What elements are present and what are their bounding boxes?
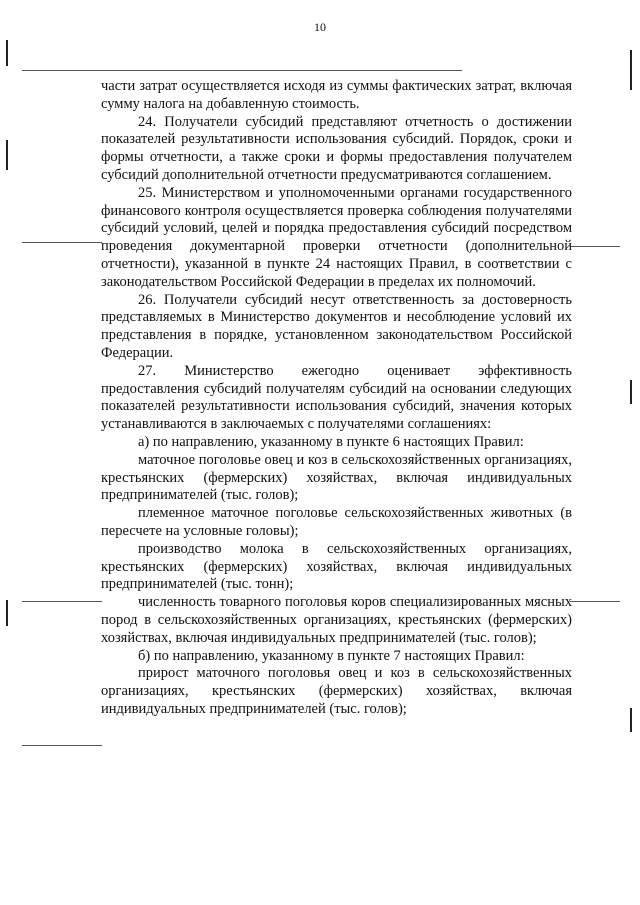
scan-line (22, 601, 102, 602)
scan-line (22, 70, 462, 71)
scan-line (570, 246, 620, 247)
scan-line (22, 745, 102, 746)
paragraph-27: 27. Министерство ежегодно оценивает эффективность предоставления субсидий получателям субсидий на основании следующих показателей результативности использования субсидий, значения которых устанавливаются в заключаемых с получателями соглашениях: (101, 362, 572, 433)
subsection-a: а) по направлению, указанному в пункте 6 настоящих Правил: (138, 433, 524, 450)
indicator-item: прирост маточного поголовья овец и коз в сельскохозяйственных организациях, крестьянских (фермерских) хозяйствах, включая индивидуальных предпринимателей (тыс. голов); (101, 665, 572, 717)
subsection-b: б) по направлению, указанному в пункте 7 настоящих Правил: (138, 647, 525, 664)
indicator-item: племенное маточное поголовье сельскохозяйственных животных (в пересчете на условные головы); (101, 505, 572, 539)
margin-mark (6, 600, 8, 626)
margin-mark (630, 50, 632, 90)
page-number: 10 (314, 20, 326, 34)
margin-mark (6, 140, 8, 170)
paragraph-continuation: части затрат осуществляется исходя из суммы фактических затрат, включая сумму налога на добавленную стоимость. (101, 78, 572, 112)
paragraph-26: 26. Получатели субсидий несут ответственность за достоверность представляемых в Министерство документов и несоблюдение условий их представления в порядке, установленном законодательством Российской Федерации. (101, 291, 572, 361)
indicator-item: маточное поголовье овец и коз в сельскохозяйственных организациях, крестьянских (фермерских) хозяйствах, включая индивидуальных предпринимателей (тыс. голов); (101, 451, 572, 504)
scan-line (22, 242, 102, 243)
scan-line (570, 601, 620, 602)
indicator-item: численность товарного поголовья коров специализированных мясных пород в сельскохозяйственных организациях, крестьянских (фермерских) хозяйствах, включая индивидуальных предпринимателей (тыс. голов); (101, 594, 572, 646)
margin-mark (630, 708, 632, 732)
paragraph-24: 24. Получатели субсидий представляют отчетность о достижении показателей результативности использования субсидий. Порядок, сроки и формы отчетности, а также сроки и формы предоставления получателем субсидий дополнительной отчетности предусматриваются соглашением. (101, 113, 572, 183)
paragraph-25: 25. Министерством и уполномоченными органами государственного финансового контроля осуществляется проверка соблюдения получателями субсидий условий, целей и порядка предоставления субсидий посредством проведения документарной проверки отчетности (дополнительной отчетности), указанной в пункте 24 настоящих Правил, в соответствии с законодательством Российской Федерации в пределах их полномочий. (101, 184, 572, 290)
document-body (101, 78, 572, 719)
indicator-item: производство молока в сельскохозяйственных организациях, крестьянских (фермерских) хозяйствах, включая индивидуальных предпринимателей (тыс. тонн); (101, 540, 572, 593)
margin-mark (630, 380, 632, 404)
margin-mark (6, 40, 8, 66)
